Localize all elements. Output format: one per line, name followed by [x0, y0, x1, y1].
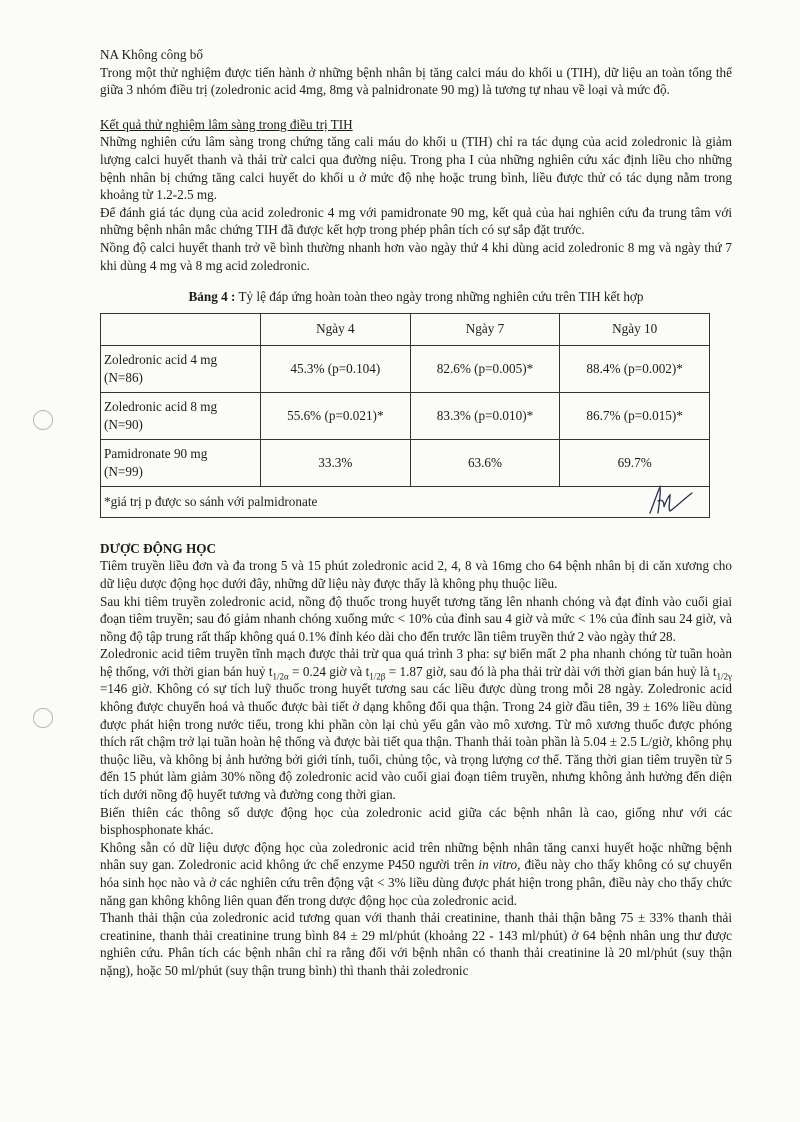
punch-hole-upper — [33, 410, 53, 430]
row-drug-name: Pamidronate 90 mg — [104, 446, 208, 462]
row-label — [101, 392, 261, 439]
pk-p5-italic: in vitro, — [478, 857, 521, 873]
trial-heading: Kết quả thử nghiệm lâm sàng trong điều trị TIH — [100, 116, 353, 132]
footnote-wrap — [104, 493, 706, 511]
pk-paragraph-3 — [100, 645, 732, 803]
cell-day4: 55.6% (p=0.021)* — [261, 392, 411, 439]
table-footnote-row — [101, 486, 710, 517]
row-drug-name: Zoledronic acid 4 mg — [104, 352, 218, 368]
punch-hole-lower — [33, 708, 53, 728]
table-footnote: *giá trị p được so sánh với palmidronate — [104, 493, 318, 509]
cell-day7: 63.6% — [410, 439, 560, 486]
row-sample-size: (N=90) — [104, 416, 143, 432]
cell-day7: 82.6% (p=0.005)* — [410, 345, 560, 392]
response-rate-table — [100, 313, 710, 518]
table-header-empty — [101, 313, 261, 345]
cell-day10: 69.7% — [560, 439, 710, 486]
pk-paragraph-2: Sau khi tiêm truyền zoledronic acid, nồng độ thuốc trong huyết tương tăng lên nhanh chóng và đạt đỉnh vào cuối giai đoạn tiêm truyền; sau đó giảm nhanh chóng xuống mức < 10% của đỉnh sau 4 giờ và mức < 1% của đỉnh sau 24 giờ, và nồng độ tập trung rất thấp không quá 0.1% đỉnh kéo dài cho đến trước lần tiêm truyền thứ 2 vào ngày thứ 28. — [100, 593, 732, 644]
pk-p3-part-d: =146 giờ. Không có sự tích luỹ thuốc trong huyết tương sau các liều được dùng trong mỗi 28 ngày. Zoledronic acid không được chuyển hoá và thuốc được bài tiết ở dạng không đổi qua thận. Trong 24 giờ đầu tiên, 39 ± 16% liều dùng được phát hiện trong nước tiểu, trong khi phần còn lại chủ yếu gắn vào mô xương. Từ mô xương thuốc được phóng thích rất chậm trở lại tuần hoàn hệ thống và được bài tiết qua thận. Thanh thải toàn phần là 5.04 ± 2.5 L/giờ, không phụ thuộc liều, và không bị ảnh hưởng bởi giới tính, tuổi, chủng tộc, và trọng lượng cơ thể. Tăng thời gian tiêm truyền từ 5 đến 15 phút làm giảm 30% nồng độ zoledronic acid vào cuối giai đoạn tiêm truyền, nhưng không ảnh hưởng đến diện tích dưới nồng độ huyết tương và đường cong thời gian. — [100, 681, 732, 803]
row-label — [101, 439, 261, 486]
row-label — [101, 345, 261, 392]
half-life-alpha-subscript: 1/2α — [272, 671, 289, 682]
safety-paragraph: Trong một thử nghiệm được tiến hành ở những bệnh nhân bị tăng calci máu do khối u (TIH), dữ liệu an toàn tổng thể giữa 3 nhóm điều trị (zoledronic acid 4mg, 8mg và palnidronate 90 mg) là tương tự nhau về loại và mức độ. — [100, 64, 732, 98]
cell-day4: 45.3% (p=0.104) — [261, 345, 411, 392]
pk-p3-part-c: = 1.87 giờ, sau đó là pha thải trừ dài với thời gian bán huỷ là t — [385, 663, 717, 679]
pk-paragraph-6: Thanh thải thận của zoledronic acid tương quan với thanh thải creatinine, thanh thải thận bằng 75 ± 33% thanh thải creatinine, thanh thải creatinine trung bình 84 ± 29 ml/phút (khoảng 22 - 143 ml/phút) ở 64 bệnh nhân ung thư được nghiên cứu. Phân tích các bệnh nhân chỉ ra rằng đối với bệnh nhân có thanh thải creatinine là 20 ml/phút (suy thận nặng), hoặc 50 ml/phút (suy thận trung bình) thì thanh thải zoledronic — [100, 910, 732, 978]
pk-section-title: DƯỢC ĐỘNG HỌC — [100, 540, 216, 556]
pk-paragraph-4: Biến thiên các thông số dược động học của zoledronic acid giữa các bệnh nhân là cao, giống như với các bisphosphonate khác. — [100, 804, 732, 838]
pk-p5-part-b: điều này cho thấy không có sự chuyển hóa sinh học nào và ở các nghiên cứu trên động vật < 3% liều dùng được phát hiện trong phân, điều này cho thấy chức năng gan không không liên quan đến trong dược động học của zoledronic acid. — [100, 857, 732, 908]
table-header-day10: Ngày 10 — [560, 313, 710, 345]
table-caption — [100, 288, 732, 306]
table-footnote-cell — [101, 486, 710, 517]
half-life-beta-subscript: 1/2β — [369, 671, 386, 682]
table-caption-text: Tỷ lệ đáp ứng hoàn toàn theo ngày trong những nghiên cứu trên TIH kết hợp — [235, 289, 644, 305]
table-row — [101, 392, 710, 439]
na-line: NA Không công bố — [100, 47, 203, 62]
handwritten-signature-icon — [646, 483, 694, 519]
row-sample-size: (N=86) — [104, 369, 143, 385]
row-sample-size: (N=99) — [104, 463, 143, 479]
table-header-day7: Ngày 7 — [410, 313, 560, 345]
pk-paragraph-5 — [100, 839, 732, 909]
cell-day7: 83.3% (p=0.010)* — [410, 392, 560, 439]
table-row — [101, 439, 710, 486]
cell-day4: 33.3% — [261, 439, 411, 486]
table-header-day4: Ngày 4 — [261, 313, 411, 345]
half-life-gamma-subscript: 1/2γ — [716, 671, 732, 682]
table-row — [101, 345, 710, 392]
pk-p5-part-a: Không sẵn có dữ liệu dược động học của zoledronic acid trên những bệnh nhân tăng canxi huyết hoặc những bệnh nhân suy gan. Zoledronic acid không ức chế enzyme P450 người trên — [100, 839, 732, 873]
trial-paragraph-3: Nồng độ calci huyết thanh trở về bình thường nhanh hơn vào ngày thứ 4 khi dùng acid zoledronic 8 mg và ngày thứ 7 khi dùng 4 mg và 8 mg acid zoledronic. — [100, 239, 732, 273]
trial-paragraph-2: Để đánh giá tác dụng của acid zoledronic 4 mg với pamidronate 90 mg, kết quả của hai nghiên cứu đa trung tâm với những bệnh nhân mắc chứng TIH đã được kết hợp trong phép phân tích có sự sắp đặt trước. — [100, 204, 732, 238]
pk-paragraph-1: Tiêm truyền liều đơn và đa trong 5 và 15 phút zoledronic acid 2, 4, 8 và 16mg cho 64 bệnh nhân bị di căn xương cho dữ liệu dược động học dưới đây, những dữ liệu này được thấy là không phụ thuộc liều. — [100, 558, 732, 591]
table-caption-label: Bảng 4 : — [188, 289, 236, 305]
pk-p3-part-a: Zoledronic acid tiêm truyền tĩnh mạch được thải trừ qua quá trình 3 pha: sự biến mất 2 pha nhanh chóng từ tuần hoàn hệ thống, với thời gian bán huỷ t — [100, 646, 732, 679]
cell-day10: 88.4% (p=0.002)* — [560, 345, 710, 392]
pk-p3-part-b: = 0.24 giờ và t — [288, 663, 370, 679]
row-drug-name: Zoledronic acid 8 mg — [104, 399, 218, 415]
cell-day10: 86.7% (p=0.015)* — [560, 392, 710, 439]
document-page — [100, 46, 732, 980]
trial-paragraph-1: Những nghiên cứu lâm sàng trong chứng tăng cali máu do khối u (TIH) chỉ ra tác dụng của acid zoledronic là giảm lượng calci huyết thanh và thải trừ calci qua đường niệu. Trong pha I của những nghiên cứu xác định liều cho những bệnh nhân bị chứng tăng calci huyết do khối u ở mức độ nhẹ hoặc trung bình, liều được thử có tác dụng nằm trong khoảng từ 1.2-2.5 mg. — [100, 134, 732, 203]
table-header-row — [101, 313, 710, 345]
